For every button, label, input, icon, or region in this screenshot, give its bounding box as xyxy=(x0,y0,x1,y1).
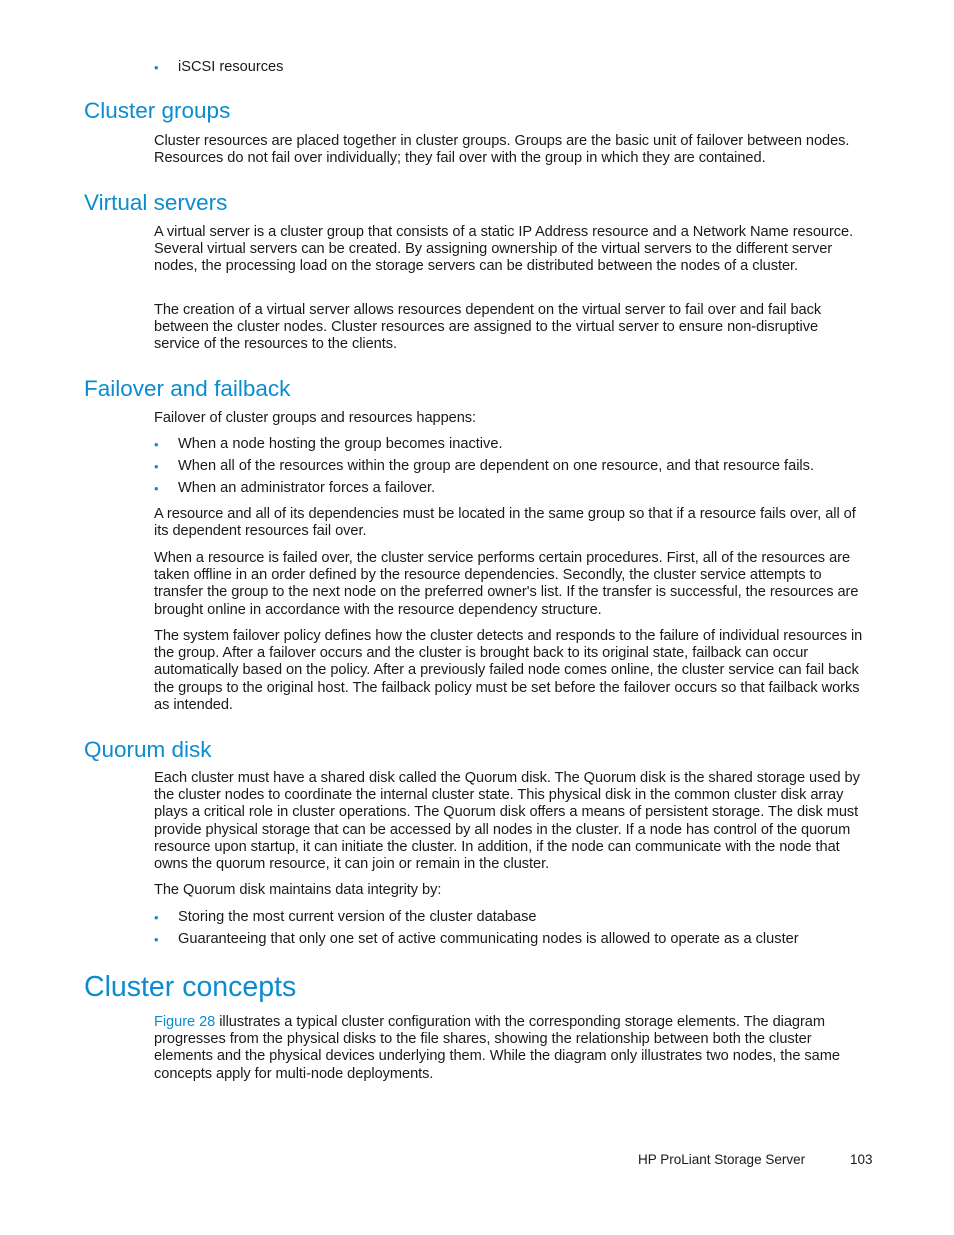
footer-title: HP ProLiant Storage Server xyxy=(638,1152,806,1167)
list-item-text: When a node hosting the group becomes inactive. xyxy=(178,436,503,452)
paragraph: Cluster resources are placed together in cluster groups. Groups are the basic unit of failover between nodes. Resources do not fail over individually; they fail over with the group in which they are contained. xyxy=(154,133,850,167)
section-heading-cluster-groups: Cluster groups xyxy=(84,98,231,123)
list-item-text: Guaranteeing that only one set of active communicating nodes is allowed to operate as a cluster xyxy=(178,931,799,947)
list-item xyxy=(154,931,866,948)
bullet-icon: • xyxy=(154,481,159,496)
section-heading-cluster-concepts: Cluster concepts xyxy=(84,971,297,1003)
section-heading-virtual-servers: Virtual servers xyxy=(84,190,228,215)
page-number: 103 xyxy=(850,1152,873,1167)
paragraph: The system failover policy defines how the cluster detects and responds to the failure of individual resources in the group. After a failover occurs and the cluster is brought back to its original state, failback can occur automatically based on the policy. After a previously failed node comes online, the cluster service can fail back the groups to the original host. The failback policy must be set before the failover occurs so that failback works as intended. xyxy=(154,628,863,713)
bullet-icon: • xyxy=(154,459,159,474)
bullet-icon: • xyxy=(154,932,159,947)
paragraph-text: illustrates a typical cluster configuration with the corresponding storage elements. The diagram progresses from the physical disks to the file shares, showing the relationship between both the cluster elements and the physical devices underlying them. While the diagram only illustrates two nodes, the same concepts apply for multi-node deployments. xyxy=(154,1014,840,1082)
paragraph: Each cluster must have a shared disk called the Quorum disk. The Quorum disk is the shared storage used by the cluster nodes to coordinate the internal cluster state. This physical disk in the common cluster disk array plays a critical role in cluster operations. The Quorum disk offers a means of persistent storage. The disk must provide physical storage that can be accessed by all nodes in the cluster. If a node has control of the quorum resource upon startup, it can initiate the cluster. In addition, if the node can communicate with the node that owns the quorum resource, it can join or remain in the cluster. xyxy=(154,770,860,873)
paragraph: Failover of cluster groups and resources happens: xyxy=(154,410,477,426)
list-item xyxy=(154,480,866,497)
quorum-bullet-list xyxy=(154,909,866,953)
list-item-text: iSCSI resources xyxy=(178,59,284,75)
list-item-text: When an administrator forces a failover. xyxy=(178,480,436,496)
paragraph: The creation of a virtual server allows resources dependent on the virtual server to fail over and fail back between the cluster nodes. Cluster resources are assigned to the virtual server to ensure non-disruptive service of the resources to the clients. xyxy=(154,302,822,353)
list-item xyxy=(154,909,866,926)
section-heading-failover: Failover and failback xyxy=(84,376,291,401)
paragraph xyxy=(154,1014,866,1083)
list-item-text: Storing the most current version of the cluster database xyxy=(178,909,537,925)
section-heading-quorum-disk: Quorum disk xyxy=(84,737,212,762)
paragraph: A resource and all of its dependencies must be located in the same group so that if a resource fails over, all of its dependent resources fail over. xyxy=(154,506,856,540)
bullet-icon: • xyxy=(154,60,159,75)
bullet-icon: • xyxy=(154,910,159,925)
paragraph: The Quorum disk maintains data integrity by: xyxy=(154,882,442,898)
list-item-text: When all of the resources within the group are dependent on one resource, and that resource fails. xyxy=(178,458,815,474)
list-item xyxy=(154,59,866,76)
top-bullet-list xyxy=(154,59,866,81)
paragraph: A virtual server is a cluster group that consists of a static IP Address resource and a Network Name resource. Several virtual servers can be created. By assigning ownership of the virtual servers to the different server nodes, the processing load on the storage servers can be distributed between the nodes of a cluster. xyxy=(154,224,854,275)
paragraph: When a resource is failed over, the cluster service performs certain procedures. First, all of the resources are taken offline in an order defined by the resource dependencies. Secondly, the cluster service attempts to transfer the group to the next node on the preferred owner's list. If the transfer is successful, the resources are brought online in accordance with the resource dependency structure. xyxy=(154,550,859,618)
bullet-icon: • xyxy=(154,437,159,452)
figure-28-link[interactable]: Figure 28 xyxy=(154,1014,216,1030)
failover-bullet-list xyxy=(154,436,866,502)
list-item xyxy=(154,458,866,475)
list-item xyxy=(154,436,866,453)
